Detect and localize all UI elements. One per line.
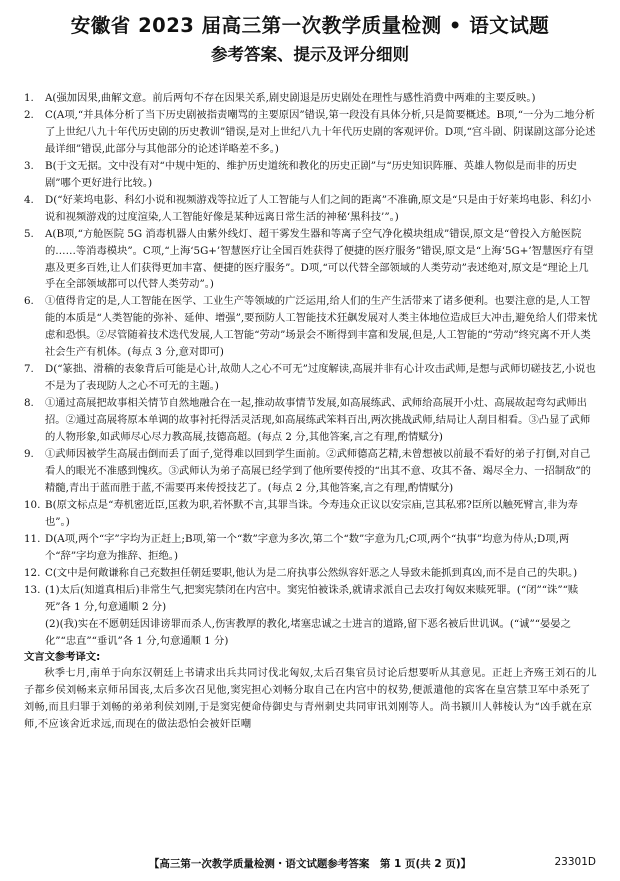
answer-number: 7. — [24, 363, 34, 376]
answer-text: B(于文无据。文中没有对“中规中矩的、维护历史道统和教化的历史正剧”与“历史知识阵雁、英雄人物似是而非的历史剧”哪个更好进行比较。) — [45, 159, 577, 189]
answer-text: (2)(我)实在不愿朝廷因诽谤罪而杀人,伤害教厚的教化,堵塞忠诚之士进言的道路,留下恶名被后世讥讽。(“诚”“晏晏之化”“忠直”“垂讥”各 1 分,句意通顺 1 分) — [45, 617, 571, 647]
answer-text: ①通过高展把故事相关情节自然地融合在一起,推动故事情节发展,如高展练武、武师给高展开小灶、高展故起弯勾武师出招。②通过高展将原本单调的故事衬托得活灵活现,如高展练武笨料百出,两次挑战武师,结局让人刮目相看。③凸显了武师的人物形象,如武师尽心尽力教高展,技德高超。(每点 2 分,其他答案,言之有理,酌情赋分) — [45, 397, 591, 444]
answer-text: A(强加因果,曲解文意。前后两句不存在因果关系,剧史剧退是历史剧处在理性与感性消费中两难的主要反映。) — [45, 92, 536, 104]
answer-number: 5. — [24, 227, 34, 240]
footer-title: 【高三第一次教学质量检测・语文试题参考答案 第 1 页(共 2 页)】 — [148, 858, 472, 870]
answer-item-13-part-2 — [24, 616, 598, 650]
translation-text: 秋季七月,南单于向东汉朝廷上书请求出兵共同讨伐北匈奴,太后召集官员讨论后想要听从其意见。正赶上齐殇王刘石的儿子都乡侯刘畅来京师吊国丧,太后多次召见他,窦宪担心刘畅分取自己在内宫中的权势,便派遣他的宾客在皇宫禁卫军中杀死了刘畅,而且归罪于刘畅的弟弟利侯刘刚,于是窦宪便命侍御史与青州刺史共同审讯刘刚等人。尚书颍川人韩棱认为“凶手就在京师,不应该舍近求远,而现在的做法恐怕会被奸臣嘲 — [24, 668, 597, 730]
answer-item-10 — [24, 497, 598, 531]
answer-text: B(原文标点是“寿机密近臣,匡救为职,若怀默不言,其罪当诛。今寿违众正议以安宗庙,岂其私邪?臣所以触死臂言,非为寿也”。) — [45, 498, 578, 528]
answer-item-9 — [24, 446, 598, 497]
answer-text: A(B项,“方舱医院 5G 消毒机器人由紫外线灯、超干雾发生器和等离子空气净化模块组成”错误,原文是“曾投入方舱医院的……等消毒模块”。C项,“上海‘5G+’智慧医疗让全国百姓获得了便捷的医疗服务”错误,原文是“上海‘5G+’智慧医疗有望惠及更多百姓,让人们获得更加丰富、便捷的医疗服务”。D项,“可以代替全部领域的人类劳动”表述绝对,原文是“理论上几乎在全部领域都可以代替人类劳动”。) — [45, 227, 594, 291]
answer-item-6 — [24, 293, 598, 361]
answer-number: 6. — [24, 295, 34, 308]
answer-number: 12. — [24, 566, 41, 579]
answer-text: C(A项,“并具体分析了当下历史剧被指责嘲骂的主要原因”错误,第一段没有具体分析,只是简要概述。B项,“一分为二地分析了上世纪八九十年代历史剧的历史教训”错误,是对上世纪八九十年代历史剧的客观评价。D项,“宫斗剧、阴谋剧这部分论述最详细”错误,此部分与其他部分的论述详略差不多。) — [45, 108, 596, 155]
answer-item-11 — [24, 531, 598, 565]
answer-item-1 — [24, 90, 598, 107]
answer-item-8 — [24, 395, 598, 446]
answer-item-4 — [24, 192, 598, 226]
answer-text: (1)太后(知道真相后)非常生气,把窦宪禁闭在内宫中。窦宪怕被诛杀,就请求派自己去攻打匈奴来赎死罪。(“闭”“诛”“赎死”各 1 分,句意通顺 2 分) — [45, 583, 579, 613]
answer-number: 4. — [24, 193, 34, 206]
answer-item-13 — [24, 582, 598, 616]
answer-number: 3. — [24, 159, 34, 172]
answer-item-5 — [24, 226, 598, 294]
answer-body — [24, 90, 598, 734]
answer-number: 1. — [24, 92, 34, 104]
answer-item-3 — [24, 158, 598, 192]
answer-number: 10. — [24, 498, 41, 511]
page-footer — [0, 856, 620, 872]
answer-number: 11. — [24, 532, 41, 545]
footer-code: 23301D — [554, 856, 596, 868]
answer-text: D(“篆拙、滑稽的表象背后可能是心计,故勋人之心不可无”过度解读,高展并非有心计攻击武师,是想与武师切磋技艺,小说也不是为了表现防人之心不可无的主题。) — [45, 363, 596, 393]
answer-number: 2. — [24, 108, 34, 121]
answer-item-12 — [24, 565, 598, 582]
translation-heading: 文言文参考译文: — [24, 651, 101, 664]
answer-text: ①武师因被学生高展击倒而丢了面子,觉得难以回到学生面前。②武师德高艺精,未曾想被以前最不看好的弟子打倒,对自己看人的眼光不准感到愧疚。③武师认为弟子高展已经学到了他所要传授的“出其不意、攻其不备、竭尽全力、一招制敌”的精髓,青出于蓝而胜于蓝,不需要再来传授技艺了。(每点 2 分,其他答案,言之有理,酌情赋分) — [45, 448, 591, 494]
page-subtitle: 参考答案、提示及评分细则 — [211, 45, 409, 64]
page-title: 安徽省 2023 届高三第一次教学质量检测 • 语文试题 — [70, 14, 550, 37]
answer-text: D(A项,两个“字”字均为正赶上;B项,第一个“数”字意为多次,第二个“数”字意为几;C项,两个“执事”均意为侍从;D项,两个“辞”字均意为推辞、拒绝。) — [45, 532, 570, 562]
answer-text: C(文中是何敞谦称自己充数担任朝廷要职,他认为是二府执事公然纵容奸恶之人导致未能抓到真凶,而不是自己的失职。) — [45, 566, 578, 579]
answer-item-2 — [24, 107, 598, 158]
answer-number: 9. — [24, 448, 34, 461]
answer-item-7 — [24, 361, 598, 395]
answer-number: 8. — [24, 397, 34, 410]
answer-number: 13. — [24, 583, 41, 596]
answer-text: ①值得肯定的是,人工智能在医学、工业生产等领域的广泛运用,给人们的生产生活带来了诸多便利。也要注意的是,人工智能的本质是“人类智能的弥补、延伸、增强”,要预防人工智能技术狂飙发展对人类主体地位造成巨大冲击,避免给人们带来忧虑和恐惧。②尽管随着技术迭代发展,人工智能“劳动”场景会不断得到丰富和发展,但是,人工智能的“劳动”终究离不开人类社会生产有机体。(每点 3 分,意对即可) — [45, 295, 598, 359]
answer-text: D(“好莱坞电影、科幻小说和视频游戏等拉近了人工智能与人们之间的距离”不准确,原文是“只是由于好莱坞电影、科幻小说和视频游戏的过度渲染,人工智能好像是某种远离日常生活的神秘‘黑科技’”。) — [45, 193, 592, 223]
